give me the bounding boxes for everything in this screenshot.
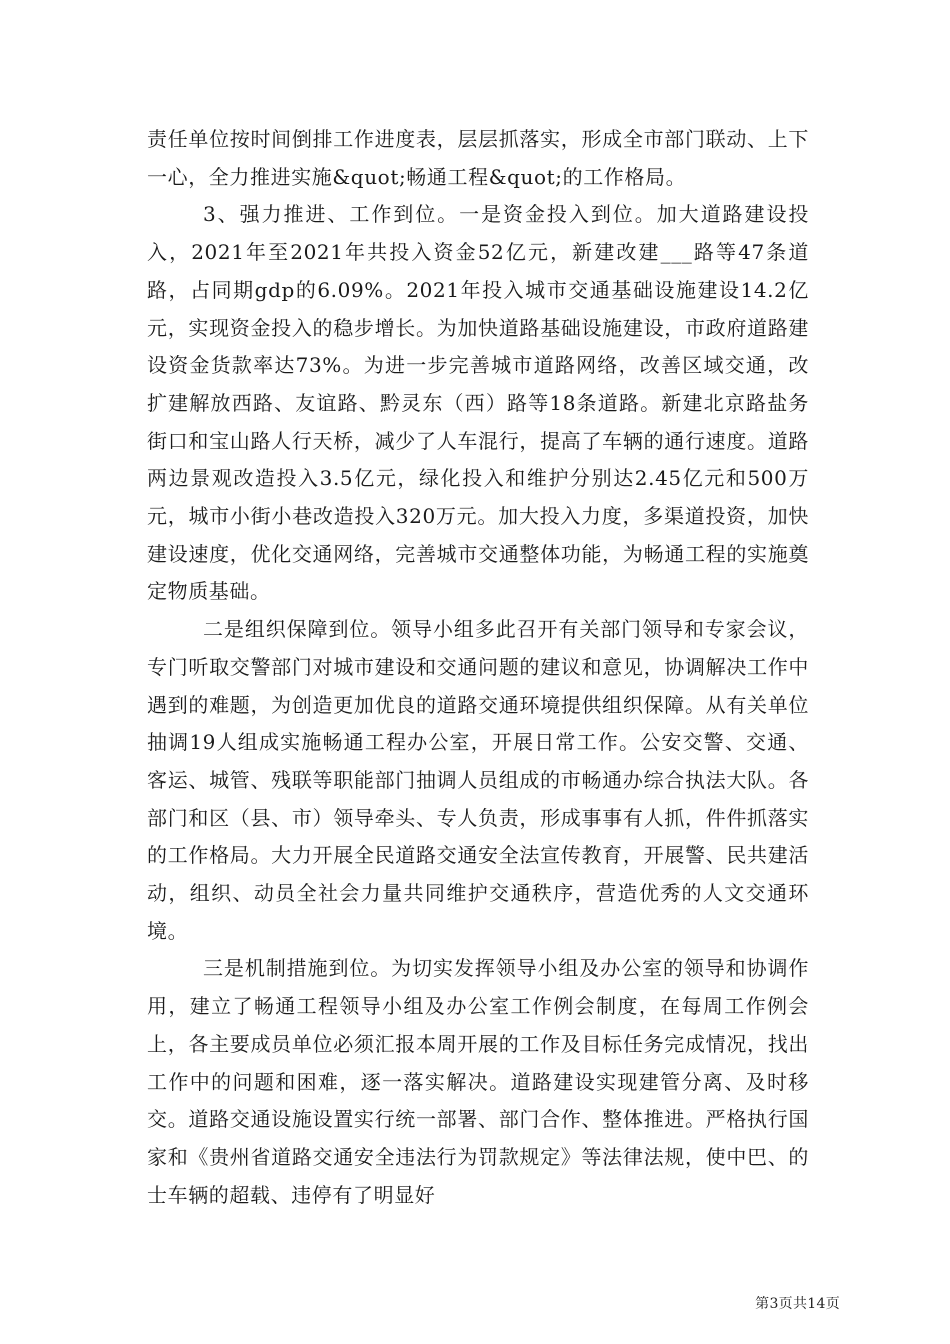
paragraph: 责任单位按时间倒排工作进度表，层层抓落实，形成全市部门联动、上下一心，全力推进实施&quot;畅通工程&quot;的工作格局。 — [147, 127, 809, 189]
paragraph: 三是机制措施到位。为切实发挥领导小组及办公室的领导和协调作用，建立了畅通工程领导小组及办公室工作例会制度，在每周工作例会上，各主要成员单位必须汇报本周开展的工作及目标任务完成情况，找出工作中的问题和困难，逐一落实解决。道路建设实现建管分离、及时移交。道路交通设施设置实行统一部署、部门合作、整体推进。严格执行国家和《贵州省道路交通安全违法行为罚款规定》等法律法规，使中巴、的士车辆的超载、违停有了明显好 — [147, 956, 809, 1207]
page-number-footer: 第3页共14页 — [755, 1296, 840, 1312]
paragraph: 3、强力推进、工作到位。一是资金投入到位。加大道路建设投入，2021年至2021年共投入资金52亿元，新建改建___路等47条道路，占同期gdp的6.09%。2021年投入城市交通基础设施建设14.2亿元，实现资金投入的稳步增长。为加快道路基础设施建设，市政府道路建设资金货款率达73%。为进一步完善城市道路网络，改善区域交通，改扩建解放西路、友谊路、黔灵东（西）路等18条道路。新建北京路盐务街口和宝山路人行天桥，减少了人车混行，提高了车辆的通行速度。道路两边景观改造投入3.5亿元，绿化投入和维护分别达2.45亿元和500万元，城市小街小巷改造投入320万元。加大投入力度，多渠道投资，加快建设速度，优化交通网络，完善城市交通整体功能，为畅通工程的实施奠定物质基础。 — [147, 202, 809, 604]
paragraph: 二是组织保障到位。领导小组多此召开有关部门领导和专家会议，专门听取交警部门对城市建设和交通问题的建议和意见，协调解决工作中遇到的难题，为创造更加优良的道路交通环境提供组织保障。从有关单位抽调19人组成实施畅通工程办公室，开展日常工作。公安交警、交通、客运、城管、残联等职能部门抽调人员组成的市畅通办综合执法大队。各部门和区（县、市）领导牵头、专人负责，形成事事有人抓，件件抓落实的工作格局。大力开展全民道路交通安全法宣传教育，开展警、民共建活动，组织、动员全社会力量共同维护交通秩序，营造优秀的人文交通环境。 — [147, 617, 809, 943]
document-body — [147, 121, 809, 1214]
